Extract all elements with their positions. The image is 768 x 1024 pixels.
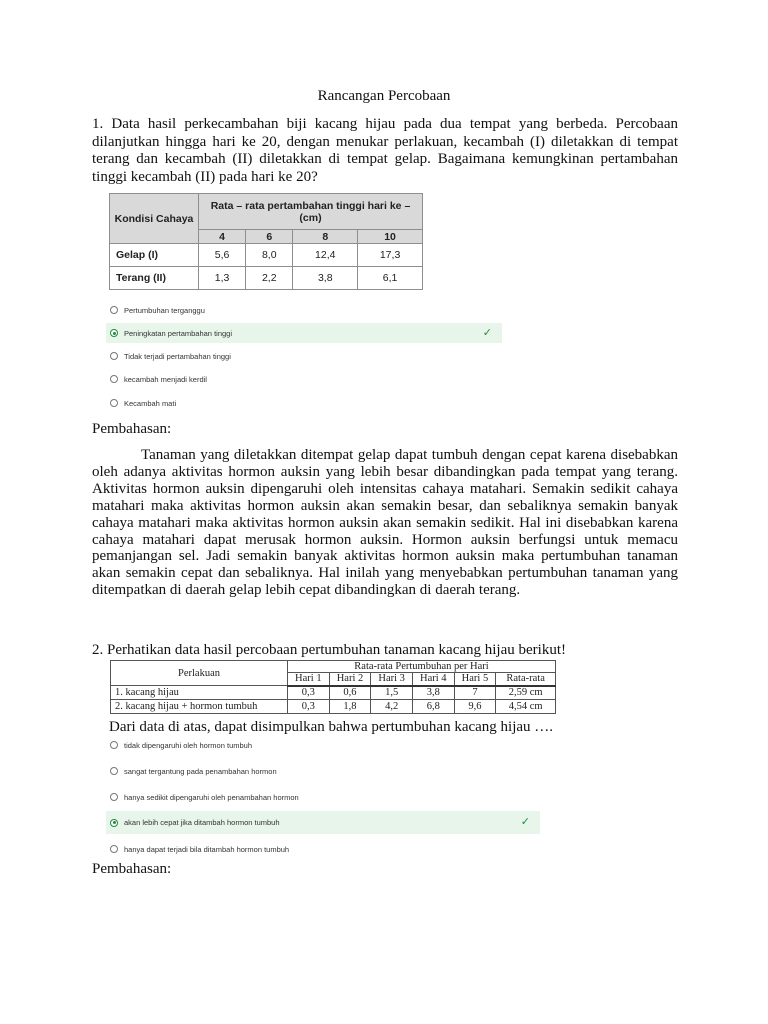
table-cell: 9,6 — [454, 700, 496, 714]
table-header-kondisi: Kondisi Cahaya — [110, 194, 199, 244]
option-label: Pertumbuhan terganggu — [124, 305, 205, 315]
option-label: tidak dipengaruhi oleh hormon tumbuh — [124, 740, 253, 750]
q2-option-2[interactable] — [110, 761, 530, 781]
pembahasan-heading-1: Pembahasan: — [92, 421, 172, 437]
table-cell: 1,5 — [371, 686, 413, 700]
check-icon: ✓ — [482, 327, 492, 339]
table-header-day: 6 — [246, 230, 293, 244]
radio-selected-icon[interactable] — [110, 329, 118, 337]
table-header-group: Rata-rata Pertumbuhan per Hari — [288, 661, 556, 673]
option-label: kecambah menjadi kerdil — [124, 374, 207, 384]
radio-icon[interactable] — [110, 375, 118, 383]
table-cell: 3,8 — [412, 686, 454, 700]
explanation-paragraph: Tanaman yang diletakkan ditempat gelap dapat tumbuh dengan cepat karena disebabkan oleh adanya aktivitas hormon auksin yang lebih besar dibandingkan pada tempat yang terang. Aktivitas hormon auksin dipengaruhi oleh intensitas cahaya matahari. Semakin sedikit cahaya matahari maka aktivitas hormon auksin akan semakin besar, dan sebaliknya semakin banyak cahaya matahari maka aktivitas hormon auksin akan semakin sedikit. Hal ini disebabkan karena cahaya matahari dapat merusak hormon auksin. Hormon auksin berfungsi untuk memacu pemanjangan sel. Jadi semakin banyak aktivitas hormon auksin maka pertumbuhan tanaman akan semakin cepat dan sebaliknya. Hal inilah yang menyebabkan pertumbuhan tanaman yang ditempatkan di daerah gelap lebih cepat dibandingkan di daerah terang. — [92, 447, 678, 599]
option-label: Peningkatan pertambahan tinggi — [124, 328, 232, 338]
table-header-day: Hari 4 — [412, 673, 454, 686]
table-cell: 0,3 — [288, 700, 330, 714]
table-cell: 12,4 — [293, 244, 358, 267]
table-header-day: Hari 2 — [329, 673, 371, 686]
q2-option-3[interactable] — [110, 787, 530, 807]
radio-icon[interactable] — [110, 767, 118, 775]
table-cell: 0,6 — [329, 686, 371, 700]
table-cell: 2,2 — [246, 267, 293, 290]
q2-option-1[interactable] — [110, 735, 530, 755]
table-perlakuan — [110, 660, 556, 714]
table-header-day: 8 — [293, 230, 358, 244]
question-1-text: 1. Data hasil perkecambahan biji kacang hijau pada dua tempat yang berbeda. Percobaan dilanjutkan hingga hari ke 20, dengan menukar perlakuan, kecambah (I) diletakkan di tempat terang dan kecambah (II) diletakkan di tempat gelap. Bagaimana kemungkinan pertambahan tinggi kecambah (II) pada hari ke 20? — [92, 116, 678, 185]
pembahasan-heading-2: Pembahasan: — [92, 861, 172, 877]
q1-option-2-selected[interactable] — [106, 323, 502, 343]
table-header-day: 10 — [358, 230, 423, 244]
table-header-day: Hari 3 — [371, 673, 413, 686]
radio-icon[interactable] — [110, 845, 118, 853]
option-label: akan lebih cepat jika ditambah hormon tumbuh — [124, 818, 280, 827]
table-row — [111, 686, 556, 700]
table-cell: 7 — [454, 686, 496, 700]
radio-icon[interactable] — [110, 306, 118, 314]
option-label: hanya sedikit dipengaruhi oleh penambahan hormon — [124, 792, 299, 802]
q1-option-5[interactable] — [110, 393, 500, 413]
table-header-day: Hari 1 — [288, 673, 330, 686]
table-cell: 5,6 — [199, 244, 246, 267]
q1-option-3[interactable] — [110, 346, 500, 366]
question-2-text: 2. Perhatikan data hasil percobaan pertumbuhan tanaman kacang hijau berikut! — [92, 642, 566, 658]
row-label: 2. kacang hijau + hormon tumbuh — [111, 700, 288, 714]
q1-option-4[interactable] — [110, 369, 500, 389]
table-header-day: Hari 5 — [454, 673, 496, 686]
table-cell: 0,3 — [288, 686, 330, 700]
radio-icon[interactable] — [110, 399, 118, 407]
table-cell: 6,1 — [358, 267, 423, 290]
table-cell: 1,3 — [199, 267, 246, 290]
table-cell: 3,8 — [293, 267, 358, 290]
table-cell: 8,0 — [246, 244, 293, 267]
row-label: 1. kacang hijau — [111, 686, 288, 700]
table-cell: 4,2 — [371, 700, 413, 714]
radio-icon[interactable] — [110, 741, 118, 749]
check-icon: ✓ — [520, 816, 530, 828]
radio-icon[interactable] — [110, 793, 118, 801]
row-label: Terang (II) — [110, 267, 199, 290]
option-label: Tidak terjadi pertambahan tinggi — [124, 351, 231, 361]
radio-icon[interactable] — [110, 352, 118, 360]
table-header-group: Rata – rata pertambahan tinggi hari ke – (cm) — [199, 194, 423, 230]
table-header-perlakuan: Perlakuan — [111, 661, 288, 686]
q2-option-5[interactable] — [110, 839, 530, 859]
option-label: sangat tergantung pada penambahan hormon — [124, 766, 277, 776]
option-label: hanya dapat terjadi bila ditambah hormon tumbuh — [124, 844, 290, 854]
table-cell: 4,54 cm — [496, 700, 556, 714]
q1-option-1[interactable] — [110, 300, 500, 320]
table-cell: 17,3 — [358, 244, 423, 267]
table-row — [110, 267, 423, 290]
q2-option-4-selected[interactable] — [106, 811, 540, 834]
table-row — [110, 244, 423, 267]
document-title: Rancangan Percobaan — [317, 88, 451, 104]
row-label: Gelap (I) — [110, 244, 199, 267]
table-kondisi-cahaya — [109, 193, 423, 290]
option-label: Kecambah mati — [124, 398, 177, 408]
table-cell: 1,8 — [329, 700, 371, 714]
table-header-day: 4 — [199, 230, 246, 244]
question-2-conclusion: Dari data di atas, dapat disimpulkan bahwa pertumbuhan kacang hijau …. — [109, 719, 554, 735]
table-cell: 6,8 — [412, 700, 454, 714]
radio-selected-icon[interactable] — [110, 819, 118, 827]
table-cell: 2,59 cm — [496, 686, 556, 700]
table-header-average: Rata-rata — [496, 673, 556, 686]
table-row — [111, 700, 556, 714]
